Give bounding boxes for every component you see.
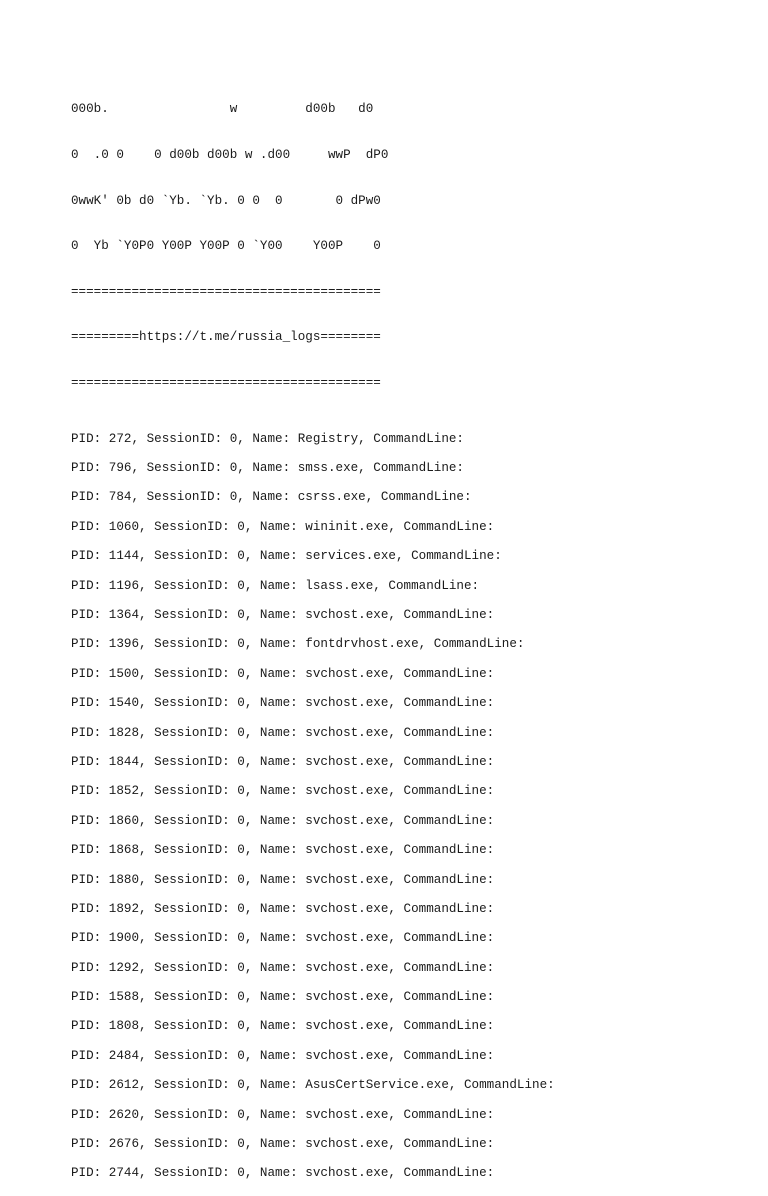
process-entry: PID: 1196, SessionID: 0, Name: lsass.exe, CommandLine:	[71, 578, 480, 593]
ascii-banner	[71, 72, 748, 422]
process-entry: PID: 1588, SessionID: 0, Name: svchost.exe, CommandLine:	[71, 990, 495, 1005]
process-entry: PID: 2676, SessionID: 0, Name: svchost.exe, CommandLine:	[71, 1137, 495, 1152]
separator-bottom: =========================================	[71, 376, 381, 391]
process-entry: PID: 2612, SessionID: 0, Name: AsusCertService.exe, CommandLine:	[71, 1078, 555, 1093]
process-list	[71, 432, 748, 1196]
separator-top: =========================================	[71, 284, 381, 299]
process-entry: PID: 1292, SessionID: 0, Name: svchost.exe, CommandLine:	[71, 960, 495, 975]
process-entry: PID: 796, SessionID: 0, Name: smss.exe, CommandLine:	[71, 461, 464, 476]
process-entry: PID: 1868, SessionID: 0, Name: svchost.exe, CommandLine:	[71, 843, 495, 858]
process-entry: PID: 1860, SessionID: 0, Name: svchost.exe, CommandLine:	[71, 813, 495, 828]
process-entry: PID: 2620, SessionID: 0, Name: svchost.exe, CommandLine:	[71, 1107, 495, 1122]
process-entry: PID: 2744, SessionID: 0, Name: svchost.exe, CommandLine:	[71, 1166, 495, 1181]
process-entry: PID: 1364, SessionID: 0, Name: svchost.exe, CommandLine:	[71, 608, 495, 623]
process-entry: PID: 1900, SessionID: 0, Name: svchost.exe, CommandLine:	[71, 931, 495, 946]
document-page	[71, 72, 748, 1196]
process-entry: PID: 1808, SessionID: 0, Name: svchost.exe, CommandLine:	[71, 1019, 495, 1034]
process-entry: PID: 1540, SessionID: 0, Name: svchost.exe, CommandLine:	[71, 696, 495, 711]
process-entry: PID: 1828, SessionID: 0, Name: svchost.exe, CommandLine:	[71, 725, 495, 740]
process-entry: PID: 1060, SessionID: 0, Name: wininit.exe, CommandLine:	[71, 519, 495, 534]
process-entry: PID: 1144, SessionID: 0, Name: services.exe, CommandLine:	[71, 549, 502, 564]
process-entry: PID: 784, SessionID: 0, Name: csrss.exe, CommandLine:	[71, 490, 472, 505]
process-entry: PID: 272, SessionID: 0, Name: Registry, CommandLine:	[71, 431, 464, 446]
process-entry: PID: 1892, SessionID: 0, Name: svchost.exe, CommandLine:	[71, 901, 495, 916]
ascii-art-line: 0 Yb `Y0P0 Y00P Y00P 0 `Y00 Y00P 0	[71, 239, 381, 254]
ascii-art-line: 0wwK' 0b d0 `Yb. `Yb. 0 0 0 0 dPw0	[71, 193, 381, 208]
telegram-link-line: =========https://t.me/russia_logs========	[71, 330, 381, 345]
process-entry: PID: 1500, SessionID: 0, Name: svchost.exe, CommandLine:	[71, 666, 495, 681]
process-entry: PID: 1396, SessionID: 0, Name: fontdrvhost.exe, CommandLine:	[71, 637, 525, 652]
process-entry: PID: 1880, SessionID: 0, Name: svchost.exe, CommandLine:	[71, 872, 495, 887]
process-entry: PID: 2484, SessionID: 0, Name: svchost.exe, CommandLine:	[71, 1048, 495, 1063]
process-entry: PID: 1844, SessionID: 0, Name: svchost.exe, CommandLine:	[71, 754, 495, 769]
ascii-art-line: 0 .0 0 0 d00b d00b w .d00 wwP dP0	[71, 148, 389, 163]
ascii-art-line: 000b. w d00b d0	[71, 102, 374, 117]
process-entry: PID: 1852, SessionID: 0, Name: svchost.exe, CommandLine:	[71, 784, 495, 799]
